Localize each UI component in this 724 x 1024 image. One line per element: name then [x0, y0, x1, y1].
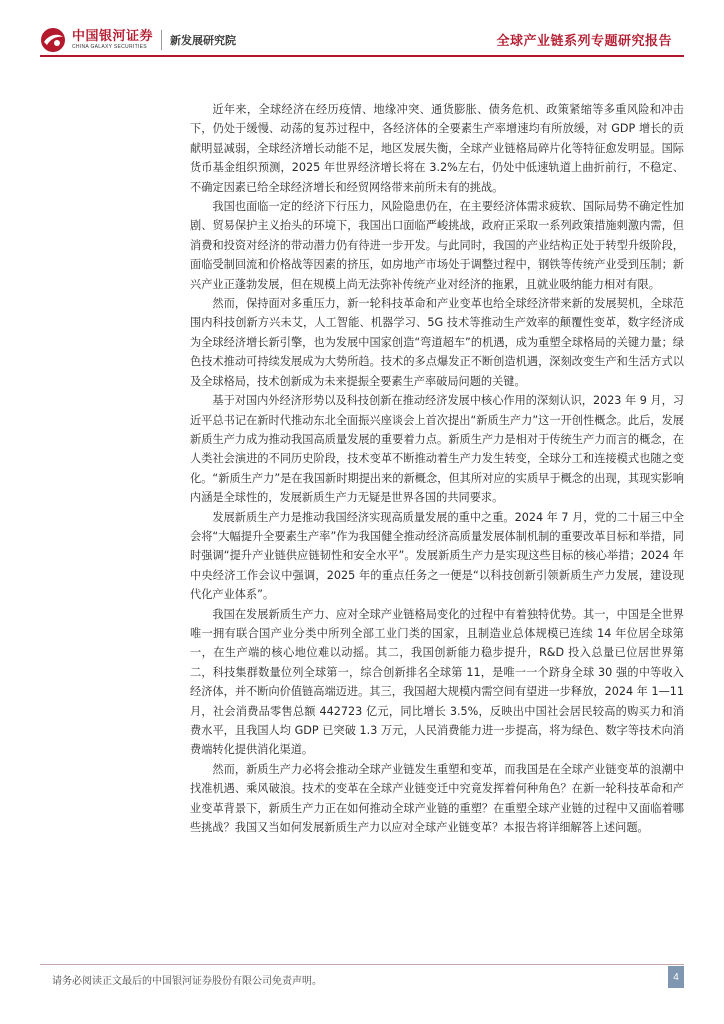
- report-series-title: 全球产业链系列专题研究报告: [496, 34, 672, 49]
- paragraph: 然而，新质生产力必将会推动全球产业链发生重塑和变革，而我国是在全球产业链变革的浪潮中找准机遇、乘风破浪。技术的变革在全球产业链变迁中究竟发挥着何种角色？在新一轮科技革命和产业变革背景下，新质生产力正在如何推动全球产业链的重塑？在重塑全球产业链的过程中又面临着哪些挑战？我国又当如何发展新质生产力以应对全球产业链变革？本报告将详细解答上述问题。: [190, 762, 684, 835]
- galaxy-logo-icon: [40, 27, 66, 53]
- logo-chinese-name: 中国银河证券: [72, 29, 154, 44]
- brand-logo-group: [40, 26, 236, 54]
- paragraph: 近年来，全球经济在经历疫情、地缘冲突、通货膨胀、债务危机、政策紧缩等多重风险和冲击下，仍处于缓慢、动荡的复苏过程中，各经济体的全要素生产率增速均有所放缓，对 GDP 增长的贡献明显减弱，全球经济增长动能不足，地区发展失衡，全球产业链格局碎片化等特征愈发明显。国际货币基金组织预测，2025 年世界经济增长将在 3.2%左右，仍处中低速轨道上曲折前行，不稳定、不确定因素已给全球经济增长和经贸网络带来前所未有的挑战。: [190, 103, 684, 194]
- logo-wordmark: [72, 29, 153, 51]
- page-header: [0, 0, 724, 58]
- logo-english-name: CHINA GALAXY SECURITIES: [72, 44, 147, 50]
- paragraph: 基于对国内外经济形势以及科技创新在推动经济发展中核心作用的深刻认识，2023 年 9 月，习近平总书记在新时代推动东北全面振兴座谈会上首次提出“新质生产力”这一开创性概念。此后，发展新质生产力成为推动我国高质量发展的重要着力点。新质生产力是相对于传统生产力而言的概念，在人类社会演进的不同历史阶段，技术变革不断推动着生产力发生转变，全球分工和连接模式也随之变化。“新质生产力”是在我国新时期提出来的新概念，但其所对应的实质早于概念的出现，其现实影响内涵是全球性的，发展新质生产力无疑是世界各国的共同要求。: [190, 394, 684, 505]
- page-number-badge: 4: [668, 966, 684, 988]
- header-rule: [40, 55, 684, 57]
- body-text: [190, 100, 684, 837]
- paragraph: 发展新质生产力是推动我国经济实现高质量发展的重中之重。2024 年 7 月，党的二十届三中全会将“大幅提升全要素生产率”作为我国健全推动经济高质量发展体制机制的重要改革目标和举措，同时强调“提升产业链供应链韧性和安全水平”。发展新质生产力是实现这些目标的核心举措；2024 年中央经济工作会议中强调，2025 年的重点任务之一便是“以科技创新引领新质生产力发展，建设现代化产业体系”。: [190, 510, 684, 602]
- logo-divider: [161, 30, 162, 50]
- paragraph: 然而，保持面对多重压力，新一轮科技革命和产业变革也给全球经济带来新的发展契机，全球范围内科技创新方兴未艾，人工智能、机器学习、5G 技术等推动生产效率的颠覆性变革，数字经济成为全球经济增长新引擎，也为发展中国家创造“弯道超车”的机遇，成为重塑全球格局的关键力量；绿色技术推动可持续发展成为大势所趋。技术的多点爆发正不断创造机遇，深刻改变生产和生活方式以及全球格局，技术创新成为未来提振全要素生产率破局问题的关键。: [190, 297, 684, 388]
- paragraph: 我国也面临一定的经济下行压力，风险隐患仍在，在主要经济体需求疲软、国际局势不确定性加剧、贸易保护主义抬头的环境下，我国出口面临严峻挑战，政府正采取一系列政策措施刺激内需，但消费和投资对经济的带动潜力仍有待进一步开发。与此同时，我国的产业结构正处于转型升级阶段，面临受制回流和价格战等因素的挤压，如房地产市场处于调整过程中，钢铁等传统产业受到压制；新兴产业正蓬勃发展，但在规模上尚无法弥补传统产业对经济的拖累，且就业吸纳能力相对有限。: [190, 200, 684, 291]
- footer-disclaimer: 请务必阅读正文最后的中国银河证券股份有限公司免责声明。: [52, 976, 322, 987]
- institute-name: 新发展研究院: [170, 34, 237, 47]
- footer-rule: [40, 964, 684, 965]
- paragraph: 我国在发展新质生产力、应对全球产业链格局变化的过程中有着独特优势。其一，中国是全世界唯一拥有联合国产业分类中所列全部工业门类的国家，且制造业总体规模已连续 14 年位居全球第一，在生产端的核心地位难以动摇。其二，我国创新能力稳步提升，R&D 投入总量已位居世界第二，科技集群数量位列全球第一，综合创新排名全球第 11，是唯一一个跻身全球 30 强的中等收入经济体，并不断向价值链高端迈进。其三，我国超大规模内需空间有望进一步释放，2024 年 1—11 月，社会消费品零售总额 442723 亿元，同比增长 3.5%，反映出中国社会居民较高的购买力和消费水平，且我国人均 GDP 已突破 1.3 万元，人民消费能力进一步提高，将为绿色、数字等技术向消费端转化提供消化渠道。: [190, 607, 684, 757]
